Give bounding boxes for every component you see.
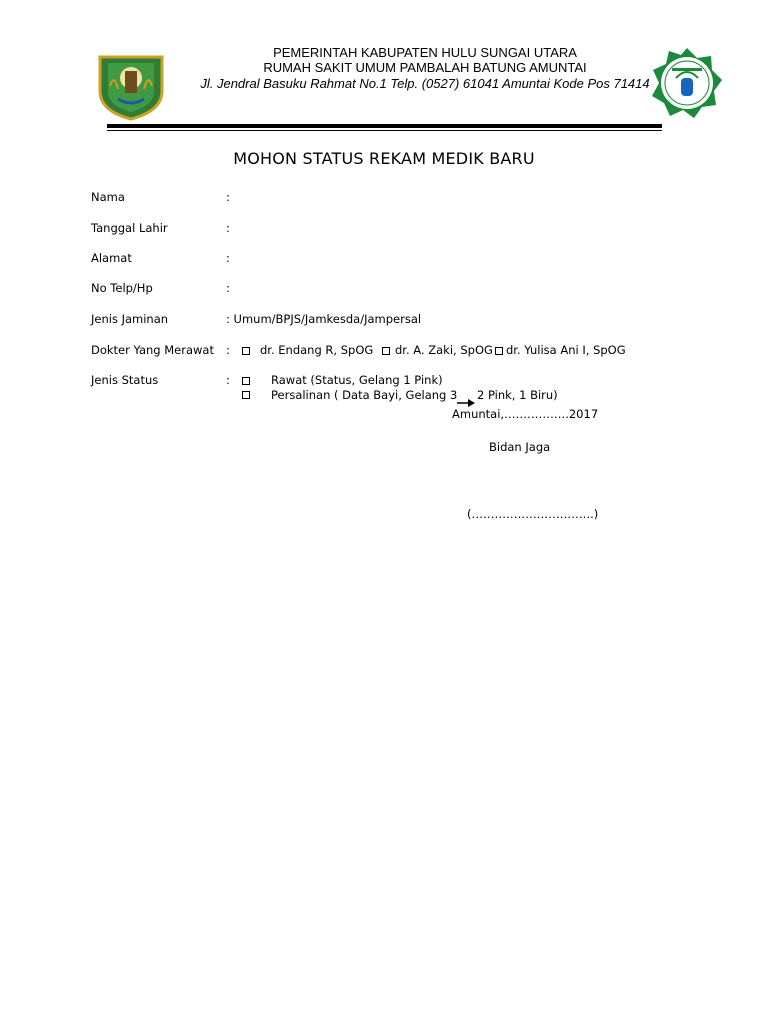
dokter-option-2: dr. A. Zaki, SpOG (395, 343, 493, 357)
signature-role: Bidan Jaga (489, 440, 551, 454)
header-line-hospital: RUMAH SAKIT UMUM PAMBALAH BATUNG AMUNTAI (263, 60, 587, 75)
no-telp-colon: : (226, 281, 230, 295)
nama-colon: : (226, 190, 230, 204)
jenis-status-colon: : (226, 373, 230, 387)
alamat-label: Alamat (91, 251, 132, 265)
status-persalinan-label-cont: 2 Pink, 1 Biru) (477, 388, 558, 402)
no-telp-label: No Telp/Hp (91, 281, 153, 295)
tanggal-lahir-label: Tanggal Lahir (91, 221, 168, 235)
dokter-checkbox-2[interactable] (382, 347, 390, 355)
status-persalinan-label: Persalinan ( Data Bayi, Gelang 3 (271, 388, 458, 402)
signature-place-date: Amuntai,……………..2017 (452, 407, 599, 421)
jenis-jaminan-label: Jenis Jaminan (91, 312, 169, 326)
header-line-government: PEMERINTAH KABUPATEN HULU SUNGAI UTARA (273, 45, 577, 60)
status-rawat-label: Rawat (Status, Gelang 1 Pink) (271, 373, 443, 387)
header-rule-thin (107, 130, 662, 131)
dokter-option-3: dr. Yulisa Ani I, SpOG (506, 343, 626, 357)
dokter-colon: : (226, 343, 230, 357)
alamat-colon: : (226, 251, 230, 265)
signature-name-line: (…………………………..) (467, 507, 599, 521)
regional-crest-icon (96, 51, 166, 121)
header-rule-thick (107, 124, 662, 128)
jenis-jaminan-value: : Umum/BPJS/Jamkesda/Jampersal (226, 312, 422, 326)
dokter-checkbox-3[interactable] (495, 347, 503, 355)
nama-label: Nama (91, 190, 125, 204)
status-persalinan-checkbox[interactable] (242, 391, 250, 399)
form-title: MOHON STATUS REKAM MEDIK BARU (233, 149, 535, 168)
jenis-status-label: Jenis Status (91, 373, 159, 387)
arrow-right-icon (457, 392, 475, 400)
tanggal-lahir-colon: : (226, 221, 230, 235)
dokter-checkbox-1[interactable] (242, 347, 250, 355)
dokter-label: Dokter Yang Merawat (91, 343, 214, 357)
dokter-option-1: dr. Endang R, SpOG (260, 343, 374, 357)
status-rawat-checkbox[interactable] (242, 377, 250, 385)
header-line-address: Jl. Jendral Basuku Rahmat No.1 Telp. (0527) 61041 Amuntai Kode Pos 71414 (200, 76, 650, 91)
